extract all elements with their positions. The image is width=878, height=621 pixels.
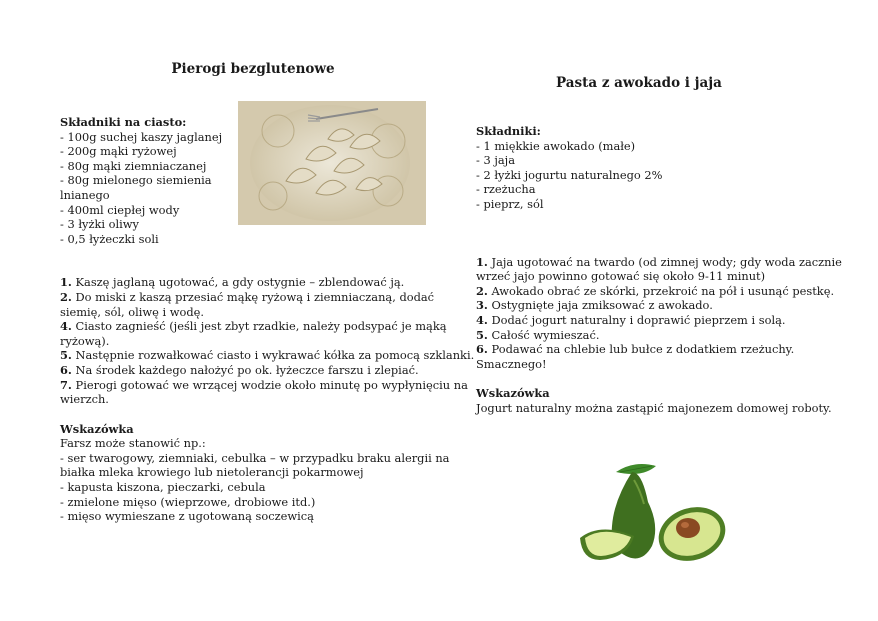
tip-line: białka mleka krowiego lub nietolerancji pokarmowej [60, 465, 364, 480]
ingredient-item: - 3 łyżki oliwy [60, 217, 139, 232]
step-item: 3. Ostygnięte jaja zmiksować z awokado. [476, 298, 713, 313]
pierogi-image [238, 101, 426, 225]
tip-heading: Wskazówka [60, 421, 134, 436]
step-item: 1. Kaszę jaglaną ugotować, a gdy ostygnie – zblendować ją. [60, 275, 405, 290]
step-item: 5. Następnie rozwałkować ciasto i wykrawać kółka za pomocą szklanki. [60, 348, 475, 363]
ingredient-item: - 80g mielonego siemienia [60, 173, 212, 188]
tip-line: - ser twarogowy, ziemniaki, cebulka – w przypadku braku alergii na [60, 450, 450, 465]
recipe-title: Pasta z awokado i jaja [556, 75, 722, 91]
steps-list [476, 254, 842, 372]
step-item: 6. Na środek każdego nałożyć po ok. łyżeczce farszu i zlepiać. [60, 362, 419, 377]
ingredient-item: - 0,5 łyżeczki soli [60, 231, 159, 246]
ingredient-item: - 100g suchej kaszy jaglanej [60, 129, 223, 144]
tip-line: - kapusta kiszona, pieczarki, cebula [60, 480, 266, 495]
step-item: 1. Jaja ugotować na twardo (od zimnej wody; gdy woda zacznie [476, 254, 842, 269]
step-item: 7. Pierogi gotować we wrzącej wodzie około minutę po wypłynięciu na [60, 377, 468, 392]
ingredients-heading: Składniki na ciasto: [60, 115, 187, 129]
tip-line: - mięso wymieszane z ugotowaną soczewicą [60, 509, 314, 524]
ingredient-item: - 200g mąki ryżowej [60, 144, 177, 159]
avocado-image [572, 458, 732, 568]
recipe-title: Pierogi bezglutenowe [171, 61, 335, 77]
tip-line: - zmielone mięso (wieprzowe, drobiowe itd.) [60, 494, 316, 509]
step-item: ryżową). [60, 333, 110, 348]
step-item: 5. Całość wymieszać. [476, 327, 600, 342]
ingredient-item: - 2 łyżki jogurtu naturalnego 2% [476, 167, 663, 182]
step-item: 6. Podawać na chlebie lub bułce z dodatkiem rzeżuchy. [476, 342, 795, 357]
step-item: Smacznego! [476, 356, 547, 371]
step-item: 4. Dodać jogurt naturalny i doprawić pieprzem i solą. [476, 312, 786, 327]
tip-text [60, 436, 450, 524]
ingredient-item: lnianego [60, 187, 110, 202]
pierogi-photo [238, 101, 426, 225]
tip-line: Farsz może stanowić np.: [60, 436, 206, 451]
step-item: 2. Do miski z kaszą przesiać mąkę ryżową i ziemniaczaną, dodać [60, 289, 435, 304]
step-item: 4. Ciasto zagnieść (jeśli jest zbyt rzadkie, należy podsypać je mąką [60, 319, 447, 334]
ingredient-item: - 400ml ciepłej wody [60, 202, 180, 217]
ingredients-heading: Składniki: [476, 124, 541, 138]
ingredient-item: - rzeżucha [476, 182, 536, 197]
ingredient-item: - 80g mąki ziemniaczanej [60, 158, 207, 173]
step-item: 2. Awokado obrać ze skórki, przekroić na pół i usunąć pestkę. [476, 283, 835, 298]
steps-list [60, 275, 475, 407]
ingredient-item: - pieprz, sól [476, 196, 544, 211]
step-item: siemię, sól, oliwę i wodę. [60, 304, 205, 319]
step-item: wierzch. [60, 392, 109, 407]
step-item: wrzeć jajo powinno gotować się około 9-11 minut) [476, 269, 766, 284]
ingredient-item: - 3 jaja [476, 153, 515, 168]
tip-line: Jogurt naturalny można zastąpić majonezem domowej roboty. [476, 400, 832, 415]
tip-heading: Wskazówka [476, 386, 550, 401]
ingredient-item: - 1 miękkie awokado (małe) [476, 138, 636, 153]
recipe-avocado-paste [476, 74, 842, 416]
ingredients-list [476, 139, 826, 212]
